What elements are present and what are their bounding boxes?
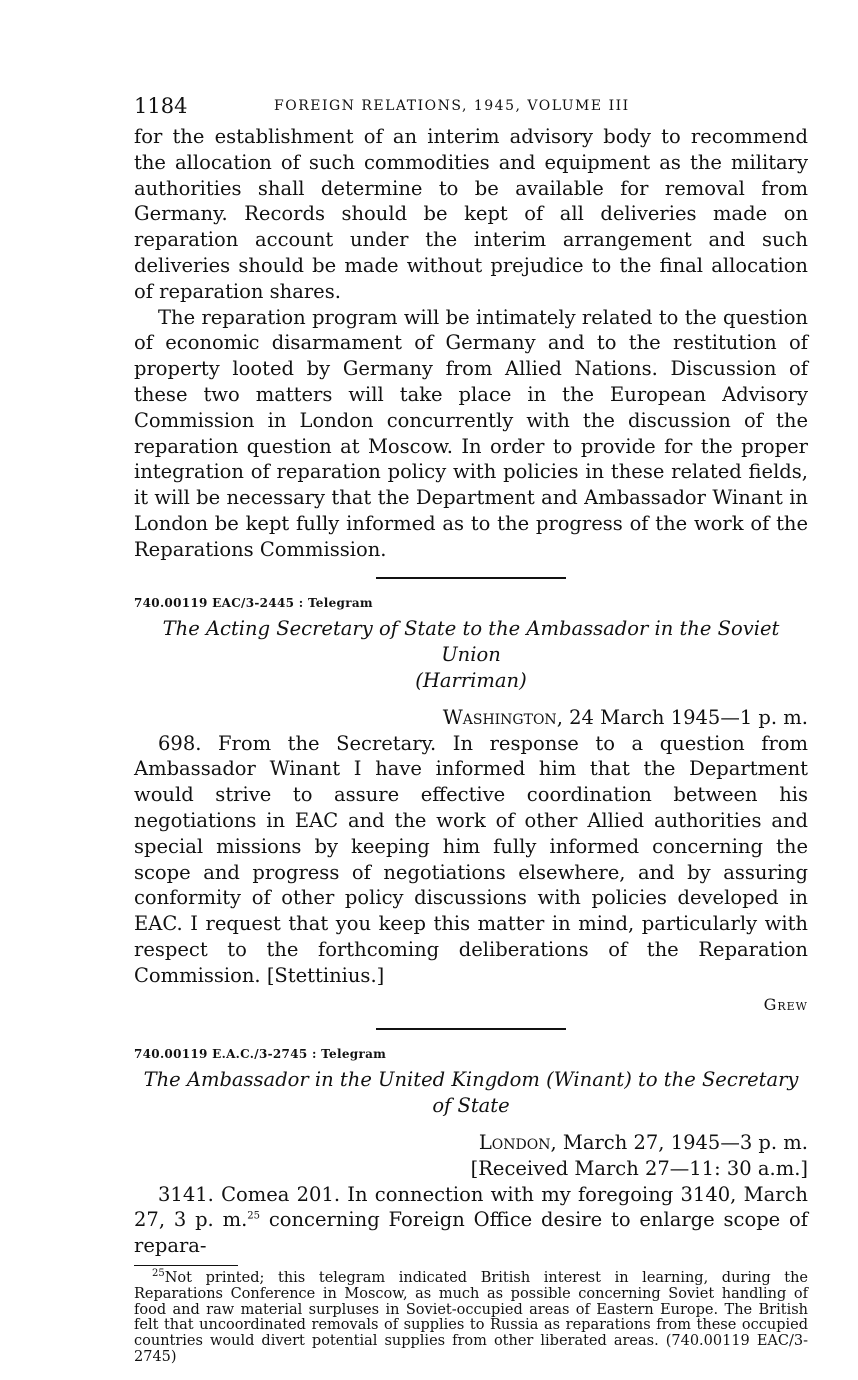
running-head: [134, 88, 808, 122]
file-reference: 740.00119 E.A.C./3-2745 : Telegram: [134, 1046, 387, 1061]
document-heading: [134, 616, 808, 694]
paragraph-continuation: for the establishment of an interim advisory body to recommend the allocation of such commodities and equipment as the military authorities shall determine to be available for removal from Germany. Records should be kept of all deliveries made on reparation account under the interim arrangement and such deliveries should be made without prejudice to the final allocation of reparation shares.: [134, 125, 808, 303]
footnote-divider: [134, 1265, 238, 1266]
telegram-body: [134, 1182, 808, 1259]
heading-line: (Harriman): [415, 668, 527, 692]
heading-line: The Acting Secretary of State to the Ambassador in the Soviet Union: [162, 616, 780, 666]
dateline: [134, 705, 808, 731]
paragraph-reparation-program: The reparation program will be intimately related to the question of economic disarmament of Germany and to the restitution of property looted by Germany from Allied Nations. Discussion of these two matters will take place in the European Advisory Commission in London concurrently with the discussion of the reparation question at Moscow. In order to provide for the proper integration of reparation policy with policies in these related fields, it will be necessary that the Department and Ambassador Winant in London be kept fully informed as to the progress of the work of the Reparations Commission.: [134, 305, 808, 561]
dateline: [134, 1130, 808, 1156]
footnote-text: Not printed; this telegram indicated British interest in learning, during the Reparations Conference in Moscow, as much as possible concerning Soviet handling of food and raw material surpluses in Soviet-occupied areas of Eastern Europe. The British felt that uncoordinated removals of supplies to Russia as reparations from these occupied countries would divert potential supplies from other liberated areas. (740.00119 EAC/3-2745): [134, 1269, 808, 1365]
dateline-place: Washington: [442, 705, 557, 729]
file-reference: 740.00119 EAC/3-2445 : Telegram: [134, 595, 373, 610]
telegram-body-start: 3141. Comea 201. In connection with my foregoing 3140, March 27, 3 p. m.: [134, 1182, 808, 1232]
document-heading: [134, 1067, 808, 1119]
footnote-marker: 25: [152, 1268, 165, 1280]
telegram-body: 698. From the Secretary. In response to a question from Ambassador Winant I have informed him that the Department would strive to assure effective coordination between his negotiations in EAC and the work of other Allied authorities and special missions by keeping him fully informed concerning the scope and progress of negotiations elsewhere, and by assuring conformity of other policy discussions with policies developed in EAC. I request that you keep this matter in mind, particularly with respect to the forthcoming deliberations of the Reparation Commission. [Stettinius.]: [134, 731, 808, 987]
page-number: 1184: [134, 94, 188, 118]
signature: Grew: [763, 994, 808, 1014]
running-title: FOREIGN RELATIONS, 1945, VOLUME III: [274, 98, 630, 114]
telegram-body-end: concerning Foreign Office desire to enlarge scope of repara-: [134, 1208, 809, 1258]
footnote-reference[interactable]: 25: [247, 1210, 261, 1222]
dateline-date: , 24 March 1945—1 p. m.: [556, 705, 808, 729]
footnote: [134, 1268, 808, 1366]
section-divider: [376, 1028, 566, 1030]
dateline-date: , March 27, 1945—3 p. m.: [550, 1130, 808, 1154]
dateline-place: London: [478, 1130, 551, 1154]
received-line: [Received March 27—11: 30 a.m.]: [470, 1156, 808, 1180]
section-divider: [376, 577, 566, 579]
heading-line: The Ambassador in the United Kingdom (Winant) to the Secretary: [143, 1067, 799, 1091]
document-page: [134, 88, 808, 1366]
heading-line: of State: [432, 1093, 510, 1117]
